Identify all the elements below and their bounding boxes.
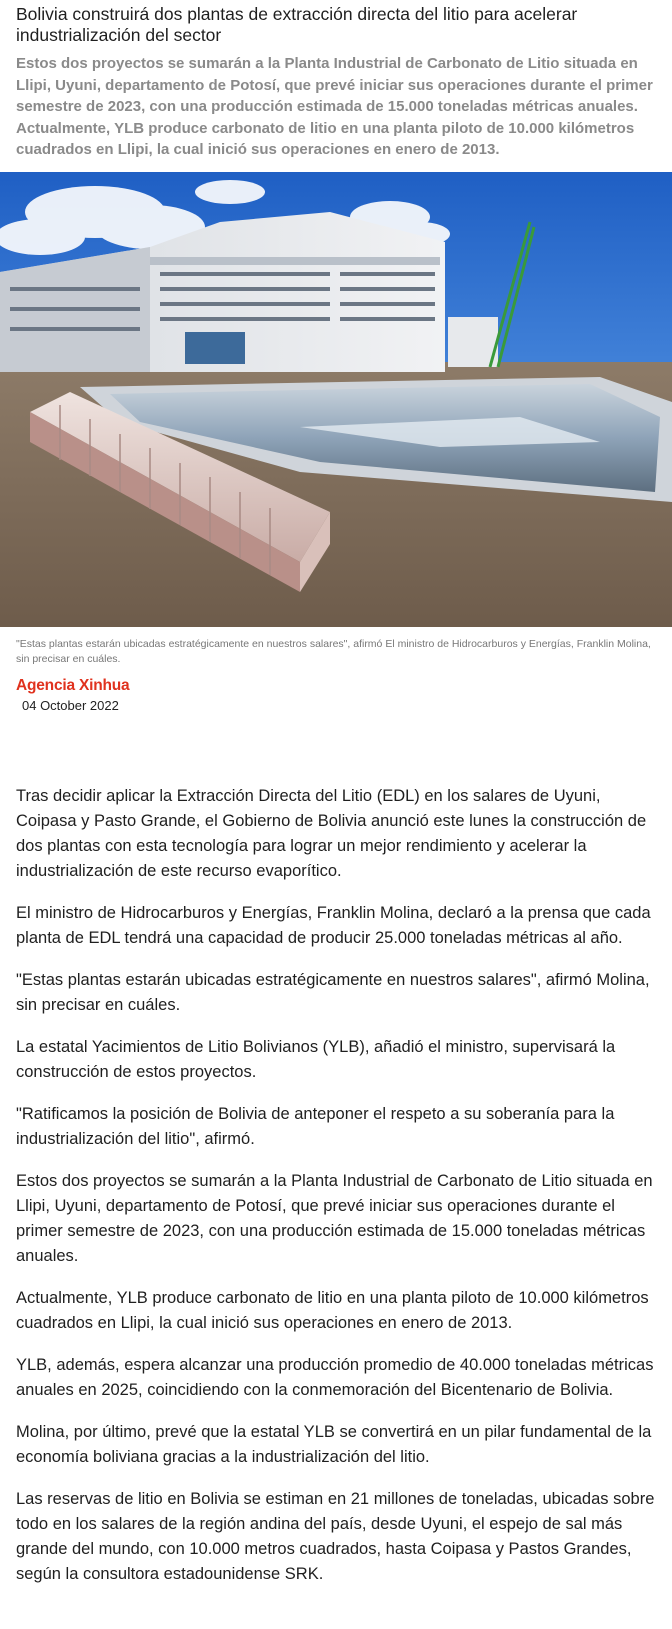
body-paragraph: YLB, además, espera alcanzar una producción promedio de 40.000 toneladas métricas anuales en 2025, coincidiendo con la conmemoración del Bicentenario de Bolivia. — [16, 1355, 654, 1399]
body-paragraph: "Estas plantas estarán ubicadas estratégicamente en nuestros salares", afirmó Molina, sin precisar en cuáles. — [16, 970, 650, 1014]
body-paragraph: "Ratificamos la posición de Bolivia de anteponer el respeto a su soberanía para la industrialización del litio", afirmó. — [16, 1104, 615, 1148]
body-paragraph: Las reservas de litio en Bolivia se estiman en 21 millones de toneladas, ubicadas sobre todo en los salares de la región andina del país, desde Uyuni, el espejo de sal más grande del mundo, con 10.000 metros cuadrados, hasta Coipasa y Pastos Grandes, según la consultora estadounidense SRK. — [16, 1489, 655, 1583]
body-paragraph: Molina, por último, prevé que la estatal YLB se convertirá en un pilar fundamental de la economía boliviana gracias a la industrialización del litio. — [16, 1422, 652, 1466]
article-body — [0, 714, 672, 1587]
body-paragraph: Actualmente, YLB produce carbonato de litio en una planta piloto de 10.000 kilómetros cuadrados en Llipi, la cual inició sus operaciones en enero de 2013. — [16, 1288, 649, 1332]
article-photo — [0, 172, 672, 627]
body-paragraph: Tras decidir aplicar la Extracción Directa del Litio (EDL) en los salares de Uyuni, Coipasa y Pasto Grande, el Gobierno de Bolivia anunció este lunes la construcción de dos plantas con esta tecnología para lograr un mejor rendimiento y acelerar la industrialización de este recurso evaporítico. — [16, 786, 647, 880]
article-source[interactable]: Agencia Xinhua — [16, 676, 130, 694]
article-summary: Estos dos proyectos se sumarán a la Planta Industrial de Carbonato de Litio situada en Llipi, Uyuni, departamento de Potosí, que prevé iniciar sus operaciones durante el primer semestre de 2023, con una producción estimada de 15.000 toneladas métricas anuales. Actualmente, YLB produce carbonato de litio en una planta piloto de 10.000 kilómetros cuadrados en Llipi, la cual inició sus operaciones en enero de 2013. — [16, 55, 653, 158]
article-date: 04 October 2022 — [22, 697, 119, 713]
body-paragraph: La estatal Yacimientos de Litio Bolivianos (YLB), añadió el ministro, supervisará la construcción de estos proyectos. — [16, 1037, 616, 1081]
body-paragraph: Estos dos proyectos se sumarán a la Planta Industrial de Carbonato de Litio situada en Llipi, Uyuni, departamento de Potosí, que prevé iniciar sus operaciones durante el primer semestre de 2023, con una producción estimada de 15.000 toneladas métricas anuales. — [16, 1171, 653, 1265]
image-caption: "Estas plantas estarán ubicadas estratégicamente en nuestros salares", afirmó El ministro de Hidrocarburos y Energías, Franklin Molina, sin precisar en cuáles. — [16, 637, 651, 665]
article-headline: Bolivia construirá dos plantas de extracción directa del litio para acelerar industrialización del sector — [16, 4, 578, 45]
body-paragraph: El ministro de Hidrocarburos y Energías, Franklin Molina, declaró a la prensa que cada planta de EDL tendrá una capacidad de producir 25.000 toneladas métricas al año. — [16, 903, 651, 947]
